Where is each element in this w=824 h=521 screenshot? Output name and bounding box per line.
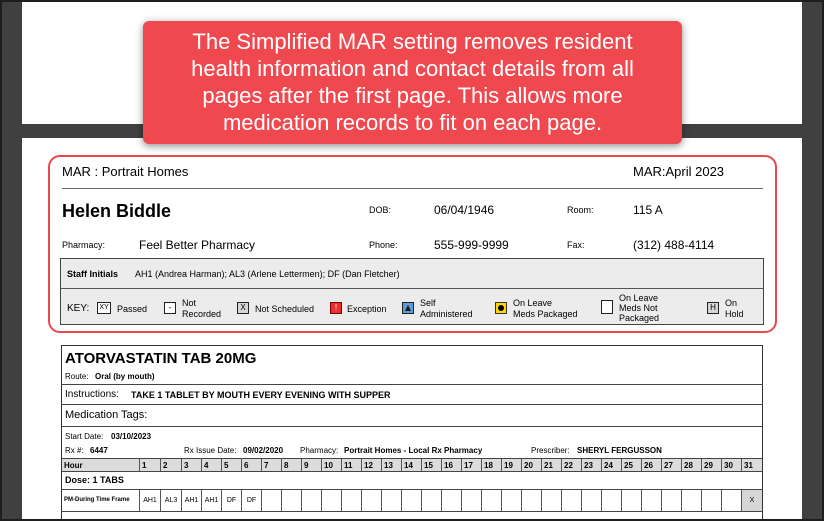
not-scheduled-key-label: Not Scheduled: [255, 304, 315, 314]
administration-cell[interactable]: [462, 490, 482, 511]
staff-initials-label: Staff Initials: [67, 269, 119, 279]
not-scheduled-key-icon: X: [237, 302, 249, 314]
day-header-cell: 7: [262, 459, 282, 471]
instructions-label: Instructions:: [65, 389, 119, 400]
day-header-cell: 19: [502, 459, 522, 471]
day-header-cell: 22: [562, 459, 582, 471]
row-divider: [61, 426, 763, 427]
administration-cell[interactable]: [682, 490, 702, 511]
day-header-cell: 21: [542, 459, 562, 471]
administration-cell[interactable]: [702, 490, 722, 511]
rx-pharmacy-label: Pharmacy:: [300, 446, 339, 455]
day-header-cell: 6: [242, 459, 262, 471]
administration-cell[interactable]: [602, 490, 622, 511]
prescriber-label: Prescriber:: [531, 446, 570, 455]
phone-value: 555-999-9999: [434, 238, 509, 252]
administration-cell[interactable]: [402, 490, 422, 511]
on-leave-packaged-key-label-2: Meds Packaged: [513, 309, 578, 319]
on-leave-packaged-key-icon: [495, 302, 507, 314]
self-administered-key-icon: [402, 302, 414, 314]
administration-cell[interactable]: X: [742, 490, 762, 511]
day-header-cell: 8: [282, 459, 302, 471]
administration-cell[interactable]: [542, 490, 562, 511]
administration-cell[interactable]: [362, 490, 382, 511]
day-header-cell: 3: [182, 459, 202, 471]
dob-value: 06/04/1946: [434, 203, 495, 217]
day-header-cell: 13: [382, 459, 402, 471]
day-header-cell: 25: [622, 459, 642, 471]
day-header-cell: 31: [744, 460, 753, 470]
route-label: Route:: [65, 372, 89, 381]
administration-cell[interactable]: [502, 490, 522, 511]
hour-label: Hour: [62, 459, 140, 471]
day-header-cell: 1: [140, 459, 161, 471]
rx-number-value: 6447: [90, 446, 108, 455]
mar-period: MAR:April 2023: [633, 164, 725, 179]
start-date-value: 03/10/2023: [111, 432, 152, 441]
self-administered-key-label-2: Administered: [420, 309, 473, 319]
not-recorded-key-label-2: Recorded: [182, 309, 222, 319]
day-header-cell: 20: [522, 459, 542, 471]
day-header-cell: 14: [402, 459, 422, 471]
dob-label: DOB:: [369, 205, 392, 215]
day-header-cell: 18: [482, 459, 502, 471]
administration-cell[interactable]: [282, 490, 302, 511]
header-divider: [62, 188, 763, 189]
day-header-cell: 30: [722, 459, 742, 471]
callout-line-2: health information and contact details from all: [191, 56, 634, 81]
key-label: KEY:: [67, 303, 90, 314]
facility-title: MAR : Portrait Homes: [62, 164, 189, 179]
room-label: Room:: [567, 205, 594, 215]
staff-initials-value: AH1 (Andrea Harman); AL3 (Arlene Lettermen); DF (Dan Fletcher): [135, 269, 400, 279]
row-divider: [61, 384, 763, 385]
exception-key-label: Exception: [347, 304, 387, 314]
grid-line: [61, 471, 763, 472]
passed-key-icon: XY: [97, 302, 111, 314]
instructions-value: TAKE 1 TABLET BY MOUTH EVERY EVENING WITH SUPPER: [131, 390, 391, 400]
day-header-cell: 17: [462, 459, 482, 471]
time-frame-label: PM-During Time Frame: [62, 490, 140, 511]
administration-cell[interactable]: DF: [222, 490, 242, 511]
day-header-cell: 12: [362, 459, 382, 471]
administration-cell[interactable]: [582, 490, 602, 511]
day-header-cell: 16: [442, 459, 462, 471]
dose-label: Dose: 1 TABS: [65, 475, 124, 485]
administration-cell[interactable]: [442, 490, 462, 511]
administration-cell[interactable]: [562, 490, 582, 511]
fax-label: Fax:: [567, 240, 585, 250]
passed-key-label: Passed: [117, 304, 148, 314]
administration-cell[interactable]: [482, 490, 502, 511]
fax-value: (312) 488-4114: [633, 238, 715, 252]
day-header-cell: 24: [602, 459, 622, 471]
on-leave-packaged-key-label-1: On Leave: [513, 298, 553, 308]
resident-name: Helen Biddle: [62, 201, 172, 221]
administration-cell[interactable]: [422, 490, 442, 511]
administration-cell[interactable]: AL3: [161, 490, 182, 511]
administration-cell[interactable]: [642, 490, 662, 511]
administration-cell[interactable]: [342, 490, 362, 511]
route-value: Oral (by mouth): [95, 372, 155, 381]
rx-issue-date-label: Rx Issue Date:: [184, 446, 237, 455]
room-value: 115 A: [633, 203, 663, 217]
day-header-cell: 2: [161, 459, 182, 471]
administration-cell[interactable]: [382, 490, 402, 511]
staff-divider: [60, 288, 764, 289]
info-callout: [143, 21, 682, 144]
start-date-label: Start Date:: [65, 432, 104, 441]
administration-row: [62, 490, 762, 511]
grid-line: [61, 511, 763, 512]
rx-number-label: Rx #:: [65, 446, 84, 455]
day-header-cell: 26: [642, 459, 662, 471]
exception-key-icon: !: [330, 302, 342, 314]
on-hold-key-icon: H: [707, 302, 719, 314]
row-divider: [61, 404, 763, 405]
callout-line-3: pages after the first page. This allows more: [202, 83, 623, 108]
administration-cell[interactable]: [322, 490, 342, 511]
administration-cell[interactable]: AH1: [202, 490, 222, 511]
day-header-cell: 9: [302, 459, 322, 471]
on-leave-not-packaged-key-label-1: On Leave: [619, 293, 659, 303]
day-header-cell: 28: [682, 459, 702, 471]
not-recorded-key-label-1: Not: [182, 298, 197, 308]
day-header-cell: 23: [582, 459, 602, 471]
phone-label: Phone:: [369, 240, 398, 250]
hour-header-row: [62, 459, 762, 471]
administration-cell[interactable]: AH1: [182, 490, 202, 511]
administration-cell[interactable]: [722, 490, 742, 511]
day-header-cell: 27: [662, 459, 682, 471]
administration-cell[interactable]: [302, 490, 322, 511]
rx-pharmacy-value: Portrait Homes - Local Rx Pharmacy: [344, 446, 483, 455]
day-header-cell: 10: [322, 459, 342, 471]
callout-line-1: The Simplified MAR setting removes resident: [192, 29, 633, 54]
administration-cell[interactable]: DF: [242, 490, 262, 511]
pharmacy-label: Pharmacy:: [62, 240, 106, 250]
rx-issue-date-value: 09/02/2020: [243, 446, 284, 455]
day-header-cell: 29: [702, 459, 722, 471]
on-leave-not-packaged-key-icon: [601, 300, 613, 314]
on-hold-key-label-2: Hold: [725, 309, 744, 319]
pharmacy-value: Feel Better Pharmacy: [139, 238, 256, 252]
on-leave-not-packaged-key-label-3: Packaged: [619, 313, 660, 323]
on-hold-key-label-1: On: [725, 298, 738, 308]
day-header-cell: 15: [422, 459, 442, 471]
administration-cell[interactable]: [662, 490, 682, 511]
not-recorded-key-icon: -: [164, 302, 176, 314]
callout-line-4: medication records to fit on each page.: [222, 110, 603, 135]
day-header-cell: 5: [222, 459, 242, 471]
administration-cell[interactable]: [622, 490, 642, 511]
administration-cell[interactable]: [522, 490, 542, 511]
self-administered-key-label-1: Self: [420, 298, 436, 308]
day-header-cell: 4: [202, 459, 222, 471]
medication-tags-label: Medication Tags:: [65, 409, 148, 421]
prescriber-value: SHERYL FERGUSSON: [577, 446, 662, 455]
day-header-cell: 11: [342, 459, 362, 471]
administration-cell[interactable]: [262, 490, 282, 511]
on-leave-not-packaged-key-label-2: Meds Not: [619, 303, 658, 313]
medication-name: ATORVASTATIN TAB 20MG: [65, 350, 257, 367]
administration-cell[interactable]: AH1: [140, 490, 161, 511]
